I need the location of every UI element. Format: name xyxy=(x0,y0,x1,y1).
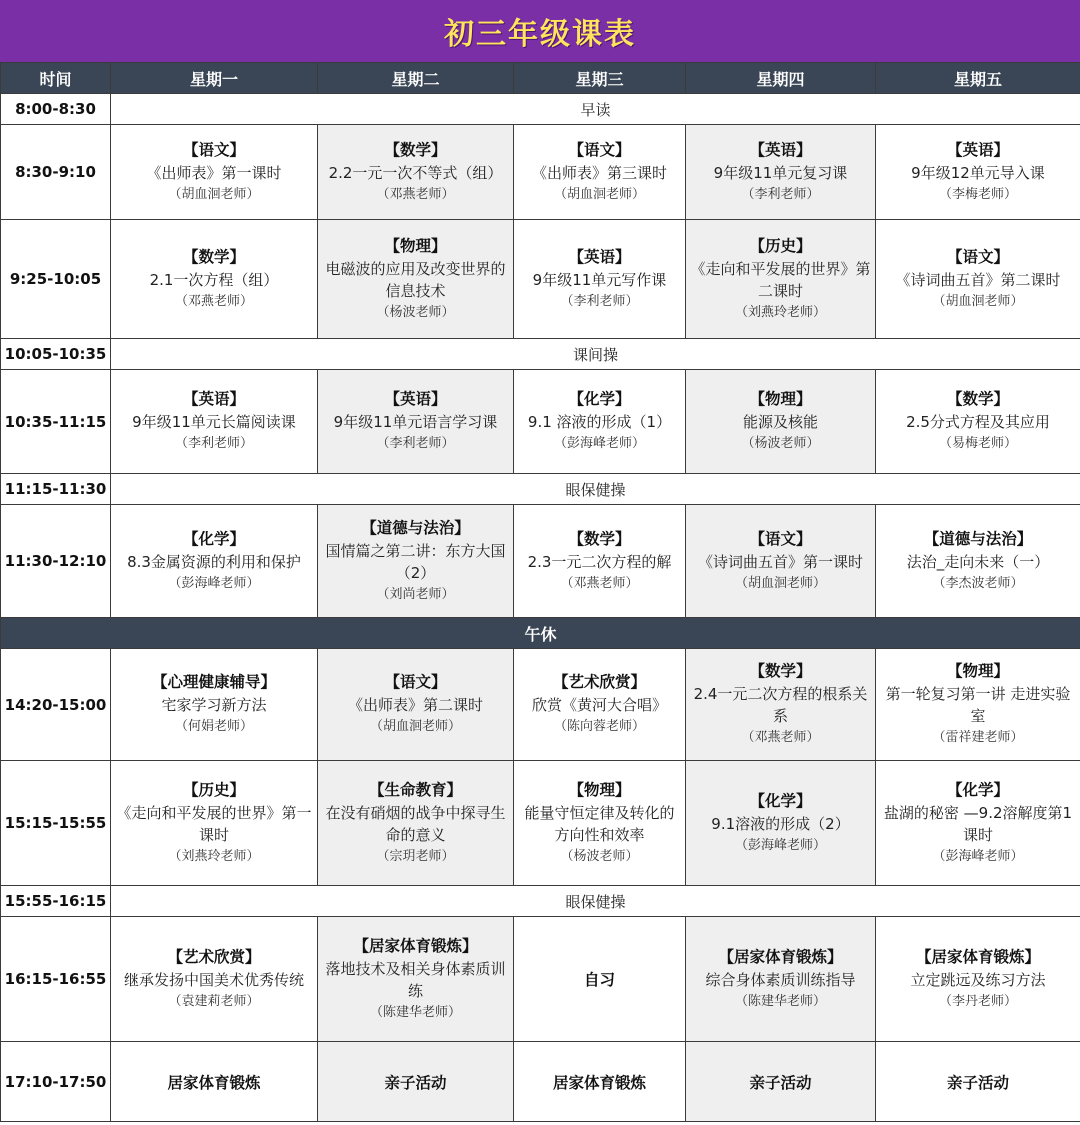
teacher-name: （胡血洄老师） xyxy=(932,293,1024,309)
lesson-topic: 继承发扬中国美术优秀传统 xyxy=(123,970,304,989)
class-cell xyxy=(111,1042,318,1122)
lesson-topic: 盐湖的秘密 —9.2溶解度第1课时 xyxy=(883,803,1073,844)
subject-label: 【化学】 xyxy=(749,791,812,810)
subject-label: 【语文】 xyxy=(384,673,447,691)
class-row xyxy=(1,220,1080,339)
schedule-table xyxy=(0,62,1080,1122)
teacher-name: （李利老师） xyxy=(376,436,455,451)
break-row xyxy=(1,94,1080,125)
lesson-topic: 9年级11单元复习课 xyxy=(713,163,848,182)
class-cell xyxy=(514,917,686,1042)
class-cell xyxy=(686,1042,876,1122)
teacher-name: （胡血洄老师） xyxy=(553,186,645,202)
teacher-name: （彭海峰老师） xyxy=(932,848,1024,864)
subject-label: 【数学】 xyxy=(749,662,812,680)
class-cell xyxy=(686,649,876,761)
class-cell xyxy=(514,125,686,220)
lesson-topic: 9年级11单元写作课 xyxy=(532,270,667,289)
teacher-name: （何娟老师） xyxy=(174,719,253,734)
time-slot: 8:30-9:10 xyxy=(1,125,111,220)
teacher-name: （李利老师） xyxy=(560,293,639,309)
class-cell xyxy=(876,917,1080,1042)
break-label: 眼保健操 xyxy=(111,886,1080,917)
time-slot: 15:15-15:55 xyxy=(1,761,111,886)
class-cell xyxy=(514,220,686,339)
teacher-name: （宗玥老师） xyxy=(376,848,455,864)
teacher-name: （李利老师） xyxy=(174,436,253,451)
time-slot: 15:55-16:15 xyxy=(1,886,111,917)
class-cell xyxy=(111,220,318,339)
lesson-topic: 2.1一次方程（组） xyxy=(149,270,279,289)
class-cell xyxy=(686,505,876,618)
lesson-topic: 《诗词曲五首》第二课时 xyxy=(895,270,1061,289)
subject-label: 【英语】 xyxy=(568,247,631,266)
class-cell xyxy=(318,1042,514,1122)
class-cell xyxy=(318,125,514,220)
class-row xyxy=(1,370,1080,474)
header-monday: 星期一 xyxy=(111,63,318,94)
break-label: 眼保健操 xyxy=(111,474,1080,505)
class-cell xyxy=(111,505,318,618)
title-bar xyxy=(0,0,1080,62)
lesson-topic: 落地技术及相关身体素质训练 xyxy=(325,959,506,1000)
lesson-topic: 在没有硝烟的战争中探寻生命的意义 xyxy=(325,803,506,844)
class-row xyxy=(1,761,1080,886)
class-row xyxy=(1,917,1080,1042)
lesson-topic: 立定跳远及练习方法 xyxy=(910,970,1046,989)
subject-label: 【英语】 xyxy=(946,140,1009,159)
header-wednesday: 星期三 xyxy=(514,63,686,94)
teacher-name: （刘燕玲老师） xyxy=(168,848,260,864)
subject-label: 【居家体育锻炼】 xyxy=(718,947,843,966)
teacher-name: （李丹老师） xyxy=(938,993,1017,1009)
subject-label: 【化学】 xyxy=(946,780,1009,799)
subject-label: 【英语】 xyxy=(182,390,245,408)
time-slot: 9:25-10:05 xyxy=(1,220,111,339)
subject-label: 【艺术欣赏】 xyxy=(552,673,646,691)
time-slot: 10:05-10:35 xyxy=(1,339,111,370)
teacher-name: （胡血洄老师） xyxy=(168,186,260,202)
subject-label: 【英语】 xyxy=(384,390,447,408)
time-slot: 11:30-12:10 xyxy=(1,505,111,618)
lesson-topic: 2.3一元二次方程的解 xyxy=(527,552,672,571)
lesson-topic: 《出师表》第一课时 xyxy=(146,163,282,182)
break-row xyxy=(1,886,1080,917)
lesson-topic: 《走向和平发展的世界》第二课时 xyxy=(690,259,871,300)
teacher-name: （李杰波老师） xyxy=(932,575,1024,591)
schedule-title: 初三年级课表 xyxy=(444,17,636,52)
teacher-name: （邓燕老师） xyxy=(741,730,820,745)
teacher-name: （杨波老师） xyxy=(741,436,820,451)
lesson-topic: 国情篇之第二讲：东方大国（2） xyxy=(325,541,506,582)
activity-label: 亲子活动 xyxy=(384,1073,447,1092)
class-cell xyxy=(514,1042,686,1122)
lesson-topic: 9年级11单元长篇阅读课 xyxy=(132,413,296,431)
class-cell xyxy=(111,917,318,1042)
break-row xyxy=(1,474,1080,505)
class-row xyxy=(1,505,1080,618)
lesson-topic: 综合身体素质训练指导 xyxy=(705,970,856,989)
teacher-name: （刘尚老师） xyxy=(376,586,455,602)
class-cell xyxy=(111,370,318,474)
class-cell xyxy=(514,649,686,761)
class-cell xyxy=(876,370,1080,474)
lesson-topic: 欣赏《黄河大合唱》 xyxy=(531,696,667,714)
class-cell xyxy=(876,220,1080,339)
time-slot: 8:00-8:30 xyxy=(1,94,111,125)
class-cell xyxy=(318,917,514,1042)
lunch-row xyxy=(1,618,1080,649)
subject-label: 【英语】 xyxy=(749,140,812,159)
subject-label: 【化学】 xyxy=(568,390,631,408)
lesson-topic: 《走向和平发展的世界》第一课时 xyxy=(116,803,312,844)
subject-label: 【居家体育锻炼】 xyxy=(353,936,478,955)
subject-label: 【物理】 xyxy=(946,662,1009,680)
lesson-topic: 2.4一元二次方程的根系关系 xyxy=(693,685,868,725)
teacher-name: （邓燕老师） xyxy=(174,293,253,309)
class-cell xyxy=(318,220,514,339)
teacher-name: （陈向蓉老师） xyxy=(553,719,645,734)
class-cell xyxy=(318,505,514,618)
break-label: 早读 xyxy=(111,94,1080,125)
teacher-name: （彭海峰老师） xyxy=(734,837,826,853)
class-cell xyxy=(318,649,514,761)
subject-label: 【心理健康辅导】 xyxy=(151,673,276,691)
time-slot: 17:10-17:50 xyxy=(1,1042,111,1122)
teacher-name: （杨波老师） xyxy=(376,304,455,320)
activity-label: 居家体育锻炼 xyxy=(552,1073,646,1092)
class-cell xyxy=(686,917,876,1042)
teacher-name: （易梅老师） xyxy=(938,436,1017,451)
lunch-label: 午休 xyxy=(1,618,1080,649)
lesson-topic: 《出师表》第二课时 xyxy=(347,696,483,714)
class-cell xyxy=(876,649,1080,761)
lesson-topic: 能源及核能 xyxy=(742,413,818,431)
teacher-name: （邓燕老师） xyxy=(560,575,639,591)
class-cell xyxy=(111,125,318,220)
subject-label: 【生命教育】 xyxy=(368,780,462,799)
lesson-topic: 宅家学习新方法 xyxy=(161,696,267,714)
lesson-topic: 9.1溶液的形成（2） xyxy=(711,814,850,833)
subject-label: 【数学】 xyxy=(384,140,447,159)
subject-label: 【历史】 xyxy=(182,780,245,799)
time-slot: 16:15-16:55 xyxy=(1,917,111,1042)
lesson-topic: 2.5分式方程及其应用 xyxy=(906,413,1050,431)
teacher-name: （陈建华老师） xyxy=(734,993,826,1009)
teacher-name: （李梅老师） xyxy=(938,186,1017,202)
subject-label: 【语文】 xyxy=(749,529,812,548)
subject-label: 【物理】 xyxy=(384,236,447,255)
time-slot: 14:20-15:00 xyxy=(1,649,111,761)
lesson-topic: 《诗词曲五首》第一课时 xyxy=(697,552,863,571)
activity-label: 居家体育锻炼 xyxy=(167,1073,261,1092)
teacher-name: （李利老师） xyxy=(741,186,820,202)
class-cell xyxy=(876,761,1080,886)
lesson-topic: 《出师表》第三课时 xyxy=(531,163,667,182)
time-slot: 10:35-11:15 xyxy=(1,370,111,474)
lesson-topic: 9年级11单元语言学习课 xyxy=(333,413,498,431)
lesson-topic: 2.2一元一次不等式（组） xyxy=(328,163,503,182)
class-cell xyxy=(876,125,1080,220)
class-cell xyxy=(686,370,876,474)
break-label: 课间操 xyxy=(111,339,1080,370)
class-cell xyxy=(514,370,686,474)
subject-label: 【语文】 xyxy=(182,140,245,159)
class-cell xyxy=(686,125,876,220)
subject-label: 【化学】 xyxy=(182,529,245,548)
time-slot: 11:15-11:30 xyxy=(1,474,111,505)
teacher-name: （彭海峰老师） xyxy=(168,575,260,591)
teacher-name: （雷祥建老师） xyxy=(932,730,1024,745)
subject-label: 【语文】 xyxy=(568,140,631,159)
class-cell xyxy=(686,761,876,886)
class-cell xyxy=(318,370,514,474)
schedule-body xyxy=(1,94,1080,1122)
teacher-name: （彭海峰老师） xyxy=(553,436,645,451)
class-cell xyxy=(111,761,318,886)
subject-label: 【道德与法治】 xyxy=(361,518,470,537)
subject-label: 【物理】 xyxy=(568,780,631,799)
lesson-topic: 第一轮复习第一讲 走进实验室 xyxy=(885,685,1071,725)
teacher-name: （陈建华老师） xyxy=(369,1004,461,1020)
class-cell xyxy=(111,649,318,761)
teacher-name: （刘燕玲老师） xyxy=(734,304,826,320)
subject-label: 【艺术欣赏】 xyxy=(167,947,261,966)
lesson-topic: 电磁波的应用及改变世界的信息技术 xyxy=(325,259,506,300)
class-row xyxy=(1,649,1080,761)
teacher-name: （袁建莉老师） xyxy=(168,993,260,1009)
subject-label: 【历史】 xyxy=(749,236,812,255)
subject-label: 【数学】 xyxy=(568,529,631,548)
subject-label: 【数学】 xyxy=(946,390,1009,408)
lesson-topic: 8.3金属资源的利用和保护 xyxy=(127,552,301,571)
class-row xyxy=(1,125,1080,220)
class-cell xyxy=(876,505,1080,618)
activity-label: 亲子活动 xyxy=(749,1073,812,1092)
class-row xyxy=(1,1042,1080,1122)
teacher-name: （胡血洄老师） xyxy=(734,575,826,591)
teacher-name: （杨波老师） xyxy=(560,848,639,864)
header-thursday: 星期四 xyxy=(686,63,876,94)
class-cell xyxy=(686,220,876,339)
header-friday: 星期五 xyxy=(876,63,1080,94)
subject-label: 【道德与法治】 xyxy=(923,529,1033,548)
lesson-topic: 9年级12单元导入课 xyxy=(911,163,1045,182)
class-cell xyxy=(876,1042,1080,1122)
class-cell xyxy=(514,761,686,886)
lesson-topic: 法治_走向未来（一） xyxy=(906,552,1050,571)
subject-label: 【数学】 xyxy=(182,247,245,266)
header-row xyxy=(1,63,1080,94)
subject-label: 【语文】 xyxy=(946,247,1009,266)
teacher-name: （邓燕老师） xyxy=(376,186,455,202)
lesson-topic: 能量守恒定律及转化的方向性和效率 xyxy=(524,803,675,844)
activity-label: 自习 xyxy=(583,971,615,989)
header-tuesday: 星期二 xyxy=(318,63,514,94)
activity-label: 亲子活动 xyxy=(946,1073,1009,1092)
class-cell xyxy=(514,505,686,618)
lesson-topic: 9.1 溶液的形成（1） xyxy=(527,413,672,431)
header-time: 时间 xyxy=(1,63,111,94)
subject-label: 【居家体育锻炼】 xyxy=(915,947,1040,966)
class-cell xyxy=(318,761,514,886)
break-row xyxy=(1,339,1080,370)
teacher-name: （胡血洄老师） xyxy=(369,719,461,734)
subject-label: 【物理】 xyxy=(749,390,812,408)
